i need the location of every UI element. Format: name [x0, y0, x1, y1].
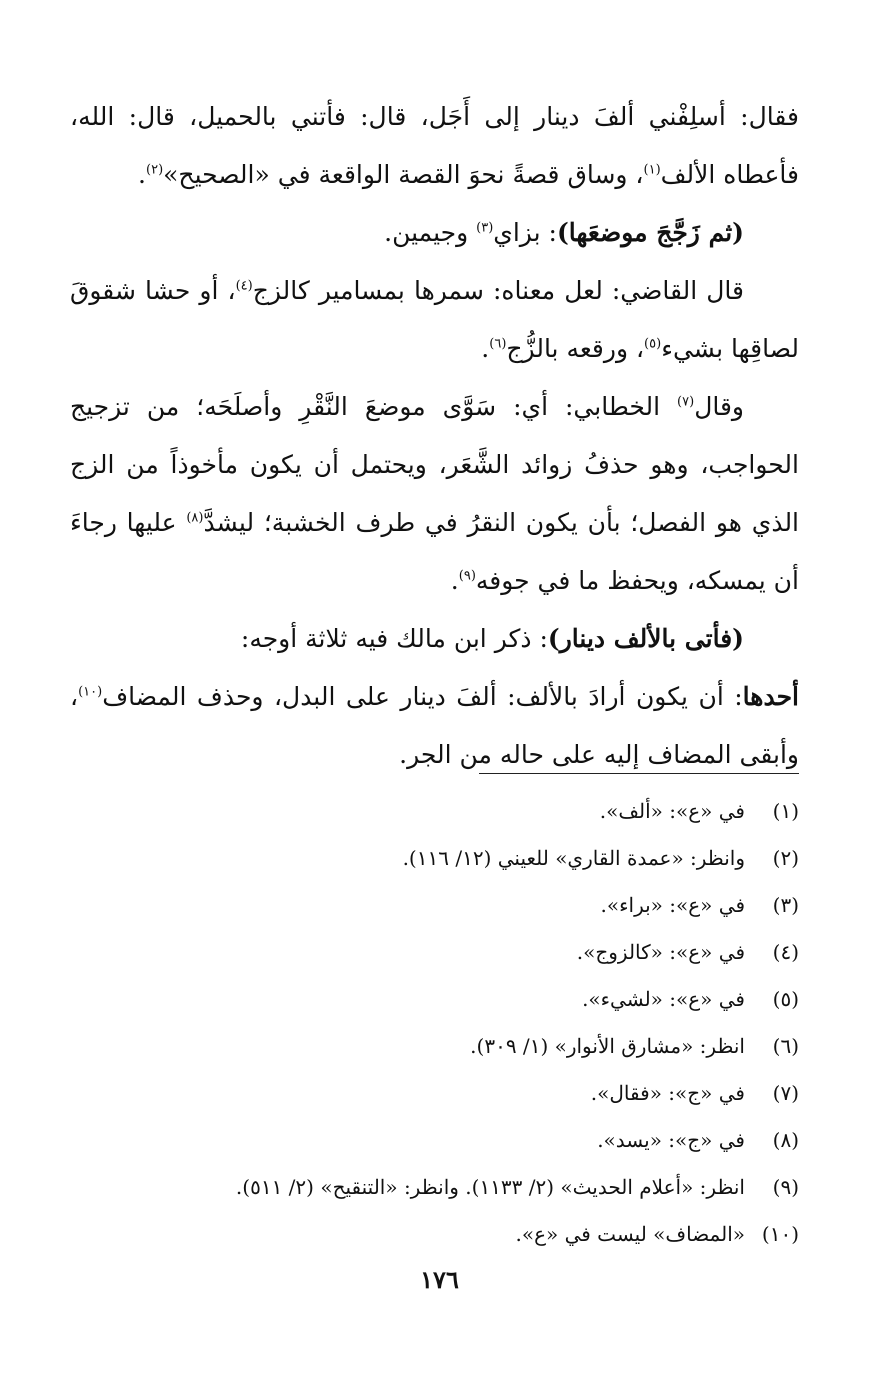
- footnote: [80, 1164, 799, 1211]
- footnote-text: «المضاف» ليست في «ع».: [515, 1222, 745, 1246]
- text-run: قال القاضي: لعل معناه: سمرها بمسامير كالزج: [252, 276, 744, 305]
- footnote-ref: (٦): [489, 336, 507, 352]
- footnote-text: انظر: «أعلام الحديث» (٢/ ١١٣٣). وانظر: «التنقيح» (٢/ ٥١١).: [235, 1175, 745, 1199]
- text-run: ، ورقعه بالزُّج: [506, 334, 645, 363]
- footnote-text: في «ع»: «ألف».: [599, 799, 745, 823]
- paragraph: [70, 610, 799, 668]
- footnote-number: (٣): [772, 893, 799, 917]
- heading-phrase: (ثم زَجَّجَ موضعَها): [556, 218, 744, 247]
- text-run: ، أو حشا شقوقَ لصاقِها بشيء: [70, 276, 799, 363]
- footnote: [80, 835, 799, 882]
- page-number: ١٧٦: [420, 1265, 459, 1294]
- footnote-number: (٨): [772, 1128, 799, 1152]
- footnote: [80, 882, 799, 929]
- text-run: ، وساق قصةً نحوَ القصة الواقعة في «الصحيح»: [163, 160, 644, 189]
- footnote-ref: (٥): [644, 336, 662, 352]
- footnote-number: (٢): [772, 846, 799, 870]
- text-run: : أن يكون أرادَ بالألف: ألفَ دينار على البدل، وحذف المضاف: [102, 682, 743, 711]
- text-run: : ذكر ابن مالك فيه ثلاثة أوجه:: [240, 624, 548, 653]
- footnote: [80, 1211, 799, 1258]
- footnote-number: (٤): [772, 940, 799, 964]
- footnote-text: في «ع»: «براء».: [600, 893, 745, 917]
- text-run: ، وأبقى المضاف إليه على حاله من الجر.: [70, 682, 799, 769]
- footnote: [80, 1023, 799, 1070]
- footnote-ref: (٢): [146, 162, 164, 178]
- main-text: [70, 88, 799, 784]
- footnote-text: في «ع»: «لشيء».: [582, 987, 745, 1011]
- footnote-number: (٥): [772, 987, 799, 1011]
- footnote-separator: [479, 773, 799, 774]
- text-run: : بزاي: [493, 218, 557, 247]
- footnote-text: وانظر: «عمدة القاري» للعيني (١٢/ ١١٦).: [402, 846, 745, 870]
- footnote-ref: (١٠): [78, 684, 103, 700]
- footnote-ref: (٧): [677, 394, 695, 410]
- text-run: .: [138, 160, 146, 189]
- footnote-text: في «ع»: «كالزوج».: [576, 940, 745, 964]
- footnote-text: في «ج»: «فقال».: [590, 1081, 745, 1105]
- footnote-number: (٩): [772, 1175, 799, 1199]
- text-run: وقال: [694, 392, 744, 421]
- footnote: [80, 1070, 799, 1117]
- paragraph: [70, 668, 799, 784]
- footnote-number: (١): [772, 799, 799, 823]
- paragraph: [70, 204, 799, 262]
- paragraph: [70, 378, 799, 610]
- footnote-ref: (٤): [235, 278, 253, 294]
- footnote-number: (٧): [772, 1081, 799, 1105]
- footnote-ref: (٣): [476, 220, 494, 236]
- footnote-text: في «ج»: «يسد».: [597, 1128, 745, 1152]
- footnote-number: (١٠): [761, 1222, 799, 1246]
- heading-phrase: أحدها: [742, 682, 799, 711]
- heading-phrase: (فأتى بالألف دينار): [547, 624, 744, 653]
- text-run: وجيمين.: [384, 218, 477, 247]
- footnotes-list: [80, 788, 799, 1258]
- paragraph: [70, 262, 799, 378]
- text-run: عليها رجاءَ أن يمسكه، ويحفظ ما في جوفه: [70, 508, 799, 595]
- footnote-text: انظر: «مشارق الأنوار» (١/ ٣٠٩).: [470, 1034, 745, 1058]
- footnote: [80, 976, 799, 1023]
- footnote: [80, 788, 799, 835]
- text-run: .: [481, 334, 490, 363]
- footnote-ref: (٩): [458, 568, 476, 584]
- footnote: [80, 929, 799, 976]
- text-run: فقال: أسلِفْني ألفَ دينار إلى أَجَل، قال: فأتني بالحميل، قال: الله، فأعطاه الألف: [70, 102, 799, 189]
- text-run: .: [450, 566, 459, 595]
- paragraph: [70, 88, 799, 204]
- footnote-number: (٦): [772, 1034, 799, 1058]
- footnote-ref: (٨): [186, 510, 204, 526]
- footnote: [80, 1117, 799, 1164]
- text-run: الخطابي: أي: سَوَّى موضعَ النَّقْرِ وأصلَحَه؛ من تزجيج الحواجب، وهو حذفُ زوائد الشَّعَر، ويحتمل أن يكون مأخوذاً من الزج الذي هو الفصل؛ بأن يكون النقرُ في طرف الخشبة؛ ليشدَّ: [70, 392, 800, 537]
- footnote-ref: (١): [643, 162, 661, 178]
